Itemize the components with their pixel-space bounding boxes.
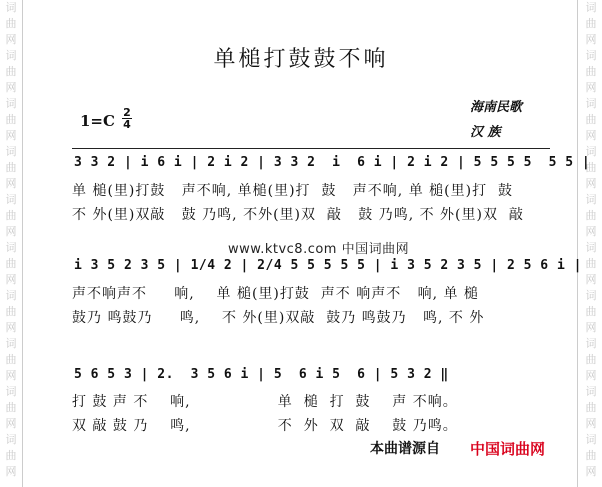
watermark-char: 网 (585, 369, 597, 382)
watermark-char: 网 (585, 465, 597, 478)
watermark-char: 网 (585, 321, 597, 334)
watermark-char: 曲 (585, 353, 597, 366)
notes-system-3: 5 6 5 3 | 2. 3 5 6 i | 5 6 i 5 6 | 5 3 2 ‖ (74, 367, 449, 382)
watermark-char: 网 (585, 417, 597, 430)
watermark-char: 词 (585, 49, 597, 62)
watermark-char: 网 (585, 33, 597, 46)
watermark-char: 词 (5, 289, 17, 302)
watermark-char: 网 (585, 129, 597, 142)
watermark-char: 词 (585, 1, 597, 14)
watermark-char: 曲 (5, 161, 17, 174)
watermark-char: 词 (5, 97, 17, 110)
watermark-char: 曲 (5, 209, 17, 222)
watermark-char: 曲 (585, 113, 597, 126)
lyrics-verse1-system-3: 打 鼓 声 不 响, 单 槌 打 鼓 声 不响。 (72, 394, 458, 410)
watermark-char: 词 (5, 337, 17, 350)
watermark-char: 网 (5, 369, 17, 382)
staff-top-line-1 (72, 148, 550, 149)
watermark-char: 词 (5, 433, 17, 446)
watermark-char: 网 (585, 81, 597, 94)
source-site-link[interactable]: 中国词曲网 (470, 440, 546, 458)
watermark-char: 曲 (5, 17, 17, 30)
watermark-char: 词 (5, 49, 17, 62)
watermark-char: 词 (585, 385, 597, 398)
watermark-char: 曲 (5, 449, 17, 462)
watermark-char: 网 (5, 225, 17, 238)
watermark-char: 词 (5, 193, 17, 206)
watermark-char: 词 (5, 1, 17, 14)
watermark-char: 词 (5, 145, 17, 158)
watermark-char: 曲 (585, 209, 597, 222)
lyrics-verse2-system-3: 双 敲 鼓 乃 鸣, 不 外 双 敲 鼓 乃鸣。 (72, 418, 458, 434)
watermark-char: 网 (5, 321, 17, 334)
watermark-char: 曲 (585, 449, 597, 462)
watermark-char: 网 (5, 33, 17, 46)
watermark-char: 词 (585, 433, 597, 446)
watermark-char: 网 (5, 129, 17, 142)
watermark-char: 曲 (5, 305, 17, 318)
time-top: 2 (123, 106, 131, 119)
watermark-char: 曲 (5, 65, 17, 78)
watermark-char: 词 (585, 97, 597, 110)
watermark-char: 词 (5, 241, 17, 254)
lyrics-verse1-system-2: 声不响声不 响, 单 槌(里)打鼓 声不 响声不 响, 单 槌 (72, 286, 479, 302)
watermark-char: 网 (5, 273, 17, 286)
lyrics-verse2-system-1: 不 外(里)双敲 鼓 乃鸣, 不外(里)双 敲 鼓 乃鸣, 不 外(里)双 敲 (72, 207, 524, 223)
watermark-url: www.ktvc8.com 中国词曲网 (228, 242, 410, 257)
watermark-char: 曲 (585, 17, 597, 30)
watermark-char: 曲 (5, 401, 17, 414)
watermark-column-right (580, 0, 602, 487)
watermark-char: 曲 (585, 305, 597, 318)
origin-ethnicity: 汉 族 (470, 125, 501, 140)
watermark-char: 词 (585, 289, 597, 302)
watermark-char: 网 (585, 273, 597, 286)
watermark-char: 词 (585, 337, 597, 350)
notes-system-2: i 3 5 2 3 5 | 1/4 2 | 2/4 5 5 5 5 5 | i 3 5 2 3 5 | 2 5 6 i | (74, 258, 582, 273)
watermark-char: 词 (5, 385, 17, 398)
watermark-char: 网 (5, 417, 17, 430)
watermark-char: 曲 (5, 353, 17, 366)
watermark-char: 网 (5, 465, 17, 478)
watermark-char: 曲 (585, 401, 597, 414)
watermark-char: 词 (585, 241, 597, 254)
watermark-char: 网 (585, 177, 597, 190)
watermark-char: 网 (5, 177, 17, 190)
lyrics-verse2-system-2: 鼓乃 鸣鼓乃 鸣, 不 外(里)双敲 鼓乃 鸣鼓乃 鸣, 不 外 (72, 310, 485, 326)
key-signature: 1=C (80, 112, 115, 130)
watermark-char: 曲 (5, 257, 17, 270)
time-bottom: 4 (123, 118, 131, 131)
lyrics-verse1-system-1: 单 槌(里)打鼓 声不响, 单槌(里)打 鼓 声不响, 单 槌(里)打 鼓 (72, 183, 513, 199)
watermark-char: 曲 (5, 113, 17, 126)
watermark-char: 网 (5, 81, 17, 94)
watermark-char: 词 (585, 193, 597, 206)
watermark-char: 曲 (585, 161, 597, 174)
watermark-char: 网 (585, 225, 597, 238)
time-signature (122, 107, 132, 130)
source-credit-label: 本曲谱源自 (370, 441, 440, 457)
origin-region: 海南民歌 (470, 100, 523, 115)
watermark-char: 曲 (585, 257, 597, 270)
watermark-char: 词 (585, 145, 597, 158)
watermark-char: 曲 (585, 65, 597, 78)
notes-system-1: 3 3 2 | i 6 i | 2 i 2 | 3 3 2 i 6 i | 2 i 2 | 5 5 5 5 5 5 | (74, 155, 591, 170)
watermark-column-left (0, 0, 22, 487)
song-title: 单槌打鼓鼓不响 (213, 47, 389, 72)
